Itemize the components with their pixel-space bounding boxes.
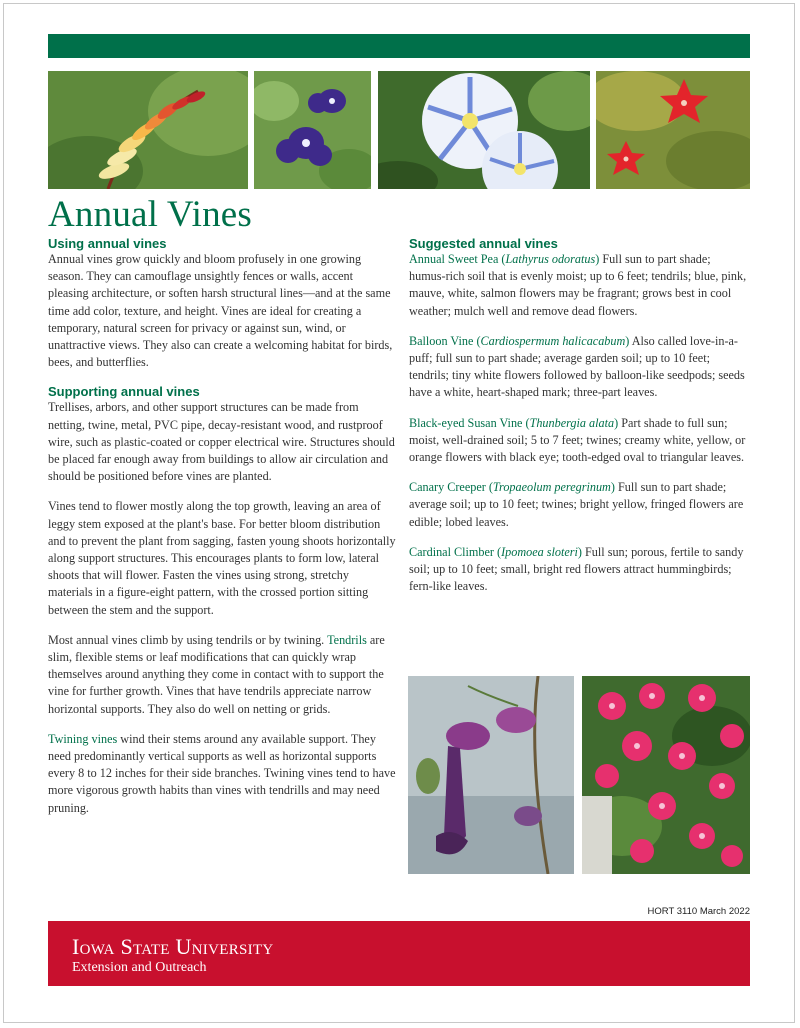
supporting-paragraph-2: Vines tend to flower mostly along the top growth, leaving an area of leggy stem exposed at the plant's base. For better bloom distribution and to prevent the plant from sagging, fasten young shoots horizontally along support structures. This encourages plants to form low, lateral shoots that will flower. Fasten the vines using strong, stretchy materials in a figure-eight pattern, with the crossed portion sitting between the stem and the support. [48, 499, 396, 617]
vine-entry: Black-eyed Susan Vine (Thunbergia alata) Part shade to full sun; moist, well-drained soil; 5 to 7 feet; twines; creamy white, yellow, or orange flowers with black eye; tooth-edged oval to triangular leaves. [409, 415, 746, 465]
vine-entry: Balloon Vine (Cardiospermum halicacabum) Also called love-in-a-puff; full sun to part shade; average garden soil; up to 10 feet; tendrils; tiny white flowers followed by balloon-like seedpods; seeds have a white, heart-shaped mark; three-part leaves. [409, 333, 745, 400]
twining-term: Twining vines [48, 731, 118, 746]
photo-purple-tubular-flowers [408, 676, 574, 874]
photo-morning-glory [378, 71, 590, 189]
using-vines-paragraph: Annual vines grow quickly and bloom profusely in one growing season. They can camouflage unsightly fences or walls, accent pleasing architecture, or soften harsh structural lines—and at the same time add color, texture, and height. Vines are ideal for creating a temporary, natural screen for privacy or against sun, wind, or unattractive views. They also can create a welcoming habitat for birds, bees, and butterflies. [48, 252, 393, 370]
photo-pink-flowers [582, 676, 750, 874]
vine-latin: Tropaeolum peregrinum [492, 480, 611, 495]
extension-unit: Extension and Outreach [72, 960, 207, 975]
publication-code: HORT 3110 March 2022 [647, 906, 750, 917]
vine-latin: Cardiospermum halicacabum [480, 333, 626, 348]
vine-entry: Canary Creeper (Tropaeolum peregrinum) Full sun to part shade; average soil; up to 10 feet; twines; bright yellow, fringed flowers are edible; lobed leaves. [409, 480, 744, 529]
vine-latin: Ipomoea sloteri [501, 544, 578, 559]
supporting-paragraph-3 [48, 632, 396, 718]
tendrils-term: Tendrils [327, 632, 367, 647]
vine-desc: Also called love-in-a-puff; full sun to part shade; average garden soil; up to 10 feet; tendrils; tiny white flowers followed by balloon-like seedpods; seeds have a white, heart-shaped mark; three-part leaves. [409, 333, 745, 400]
footer-bar [48, 921, 750, 986]
section-heading-suggested: Suggested annual vines [409, 236, 558, 251]
photo-purple-vine-flowers [254, 71, 371, 189]
vine-entry: Cardinal Climber (Ipomoea sloteri) Full sun; porous, fertile to sandy soil; up to 10 feet; small, bright red flowers attract hummingbirds; fern-like leaves. [409, 544, 744, 594]
section-heading-using: Using annual vines [48, 236, 167, 251]
supporting-paragraph-1: Trellises, arbors, and other support structures can be made from netting, twine, metal, PVC pipe, decay-resistant wood, and rustproof wire, such as plastic-coated or copper electrical wire. Structures should be placed far enough away from buildings to allow air circulation and should be positioned before vines are planted. [48, 400, 395, 484]
vine-name: Balloon Vine [409, 333, 474, 348]
vine-latin: Thunbergia alata [529, 415, 615, 430]
vine-entry: Annual Sweet Pea (Lathyrus odoratus) Full sun to part shade; humus-rich soil that is evenly moist; up to 6 feet; tendrils; blue, pink, mauve, white, salmon flowers may be fragrant; grows best in cool weather; mulch well and remove dead flowers. [409, 252, 747, 318]
vine-name: Canary Creeper [409, 480, 486, 495]
climbing-intro: Most annual vines climb by using tendrils or by twining. [48, 632, 325, 647]
vine-latin: Lathyrus odoratus [505, 252, 596, 266]
photo-spanish-flag-vine [48, 71, 248, 189]
vine-desc: Part shade to full sun; moist, well-drained soil; 5 to 7 feet; twines; creamy white, yellow, or orange flowers with black eye; tooth-edged oval to triangular leaves. [409, 415, 746, 465]
vine-name: Cardinal Climber [409, 544, 494, 559]
vine-desc: Full sun; porous, fertile to sandy soil; up to 10 feet; small, bright red flowers attract hummingbirds; fern-like leaves. [409, 544, 744, 594]
university-name: Iowa State University [72, 934, 274, 959]
left-column [48, 236, 396, 830]
right-column [409, 236, 749, 608]
vine-name: Black-eyed Susan Vine [409, 415, 523, 430]
vine-desc: Full sun to part shade; average soil; up to 10 feet; twines; bright yellow, fringed flowers are edible; lobed leaves. [409, 480, 744, 529]
tendrils-text: are slim, flexible stems or leaf modifications that can quickly wrap themselves around anything they come in contact with to support the vine for further growth. Vines that have tendrils appreciate narrow horizontal supports. They also do well on netting or grids. [48, 632, 385, 716]
header-color-bar [48, 34, 750, 58]
section-heading-supporting: Supporting annual vines [48, 384, 200, 400]
vine-name: Annual Sweet Pea [409, 252, 499, 266]
photo-cardinal-climber [596, 71, 750, 189]
twining-text: wind their stems around any available support. They need predominantly vertical supports as well as horizontal supports every 8 to 12 inches for their side branches. Twining vines tend to have more vigorous growth habits than vines with tendrills and may need pruning. [48, 731, 396, 815]
vine-desc: Full sun to part shade; humus-rich soil that is evenly moist; up to 6 feet; tendrils; blue, pink, mauve, white, salmon flowers may be fragrant; grows best in cool weather; mulch well and remove dead flowers. [409, 252, 747, 318]
page-title: Annual Vines [48, 194, 253, 235]
supporting-paragraph-4 [48, 731, 396, 817]
